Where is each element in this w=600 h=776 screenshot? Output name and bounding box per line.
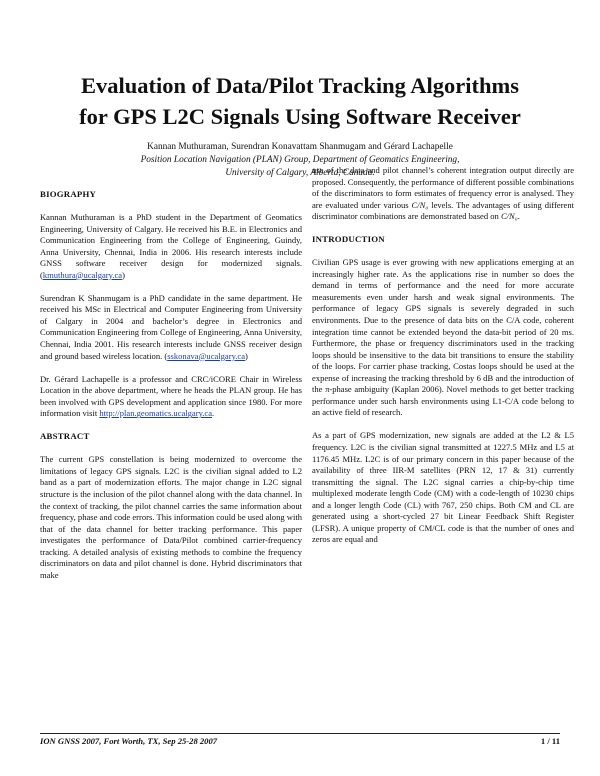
introduction-heading: INTRODUCTION xyxy=(312,234,385,245)
affiliation-line-1: Position Location Navigation (PLAN) Group, Department of Geomatics Engineering, xyxy=(140,155,460,165)
affiliation-line-2: University of Calgary, Alberta, Canada. xyxy=(225,168,375,178)
left-column xyxy=(40,189,302,593)
email-link-kmuthura[interactable]: kmuthura@ucalgary.ca xyxy=(42,269,123,280)
biography-paragraph-1: Kannan Muthuraman is a PhD student in the Department of Geomatics Engineering, University of Calgary. He received his B.E. in Electronics and Communication Engineering from the College of Engineering, Guindy, Anna University, Chennai, India in 2006. His research interests include GNSS software receiver design for modernized signals. (kmuthura@ucalgary.ca) xyxy=(40,212,302,280)
plan-website-link[interactable]: http://plan.geomatics.ucalgary.ca xyxy=(99,408,213,419)
footer-page-number: 1 / 11 xyxy=(540,736,560,746)
title-line-2: for GPS L2C Signals Using Software Receiver xyxy=(79,104,521,129)
right-column xyxy=(312,165,574,557)
introduction-paragraph-1: Civilian GPS usage is ever growing with new applications emerging at an increasingly higher rate. As the applications rise in number so does the demand in terms of performance and the need for more accurate measurements even under harsh and weak signal environments. The performance of legacy GPS signals is severely degraded in such environments. Due to the presence of data bits on the C/A code, coherent integration time cannot be extended beyond the data-bit period of 20 ms. Furthermore, the phase or frequency discriminators used in the tracking loops should be insensitive to the data bit transitions to ensure the stability of the loops. For carrier phase tracking, Costas loops should be used at the expense of increasing the tracking threshold by 6 dB and the introduction of the π-phase ambiguity (Kaplan 2006). Novel methods to get better tracking performance under such harsh environments using L1-C/A code belong to an active field of research. xyxy=(312,257,574,418)
cn0-symbol-1: C/N₀ xyxy=(411,199,429,210)
biography-paragraph-2: Surendran K Shanmugam is a PhD candidate in the same department. He received his MSc in Electrical and Computer Engineering from University of Calgary in 2004 and bachelor’s degree in Electronics and Communication Engineering from College of Engineering, Anna University, Chennai, India 2001. His research interests include GNSS receiver design and ground based wireless location. (sskonava@ucalgary.ca) xyxy=(40,292,302,361)
footer-divider xyxy=(40,733,560,734)
abstract-paragraph-continued: use of the data and pilot channel’s coherent integration output directly are proposed. Consequently, the performance of different possible combinations of the discriminators to form estimates of frequency error is analysed. They are evaluated under various C/N₀ levels. The advantages of using different discriminator combinations are demonstrated based on C/N₀. xyxy=(312,165,574,222)
cn0-symbol-2: C/N₀ xyxy=(500,211,518,222)
author-names: Kannan Muthuraman, Surendran Konavattam Shanmugam and Gérard Lachapelle xyxy=(147,142,453,152)
biography-paragraph-3: Dr. Gérard Lachapelle is a professor and CRC/iCORE Chair in Wireless Location in the above department, where he heads the PLAN group. He has been involved with GPS development and application since 1980. For more information visit http://plan.geomatics.ucalgary.ca. xyxy=(40,373,302,419)
biography-heading: BIOGRAPHY xyxy=(40,189,97,199)
title-line-1: Evaluation of Data/Pilot Tracking Algorithms xyxy=(81,73,519,98)
paper-title xyxy=(40,70,560,132)
introduction-paragraph-2: As a part of GPS modernization, new signals are added at the L2 & L5 frequency. L2C is the civilian signal transmitted at 1227.5 MHz and L5 at 1176.45 MHz. L2C is of our primary concern in this paper because of the availability of three IIR-M satellites (PRN 12, 17 & 31) currently transmitting the signal. The L2C signal carries a chip-by-chip time multiplexed moderate length Code (CM) with a code-length of 10230 chips and a longer length Code (CL) with 767, 250 chips. Both CM and CL are generated using a short-cycled 27 bit Linear Feedback Shift Register (LFSR). A unique property of CM/CL code is that the number of ones and zeros are equal and xyxy=(312,430,574,545)
footer-conference: ION GNSS 2007, Fort Worth, TX, Sep 25-28 2007 xyxy=(40,736,218,746)
abstract-paragraph: The current GPS constellation is being modernized to overcome the limitations of legacy GPS signals. L2C is the civilian signal added to L2 band as a part of modernization efforts. The major change in L2C signal structure is the inclusion of the pilot channel along with the data channel. In the context of tracking, the pilot channel carries the same information about frequency, phase and code errors. This information could be used along with that of the data channel for better tracking performance. This paper investigates the performance of Data/Pilot combined carrier-frequency tracking. A detailed analysis of existing methods to combine the frequency discriminators on data and pilot channel is done. Hybrid discriminators that make xyxy=(40,454,302,580)
email-link-sskonava[interactable]: sskonava@ucalgary.ca xyxy=(167,350,246,361)
abstract-heading: ABSTRACT xyxy=(40,431,90,442)
